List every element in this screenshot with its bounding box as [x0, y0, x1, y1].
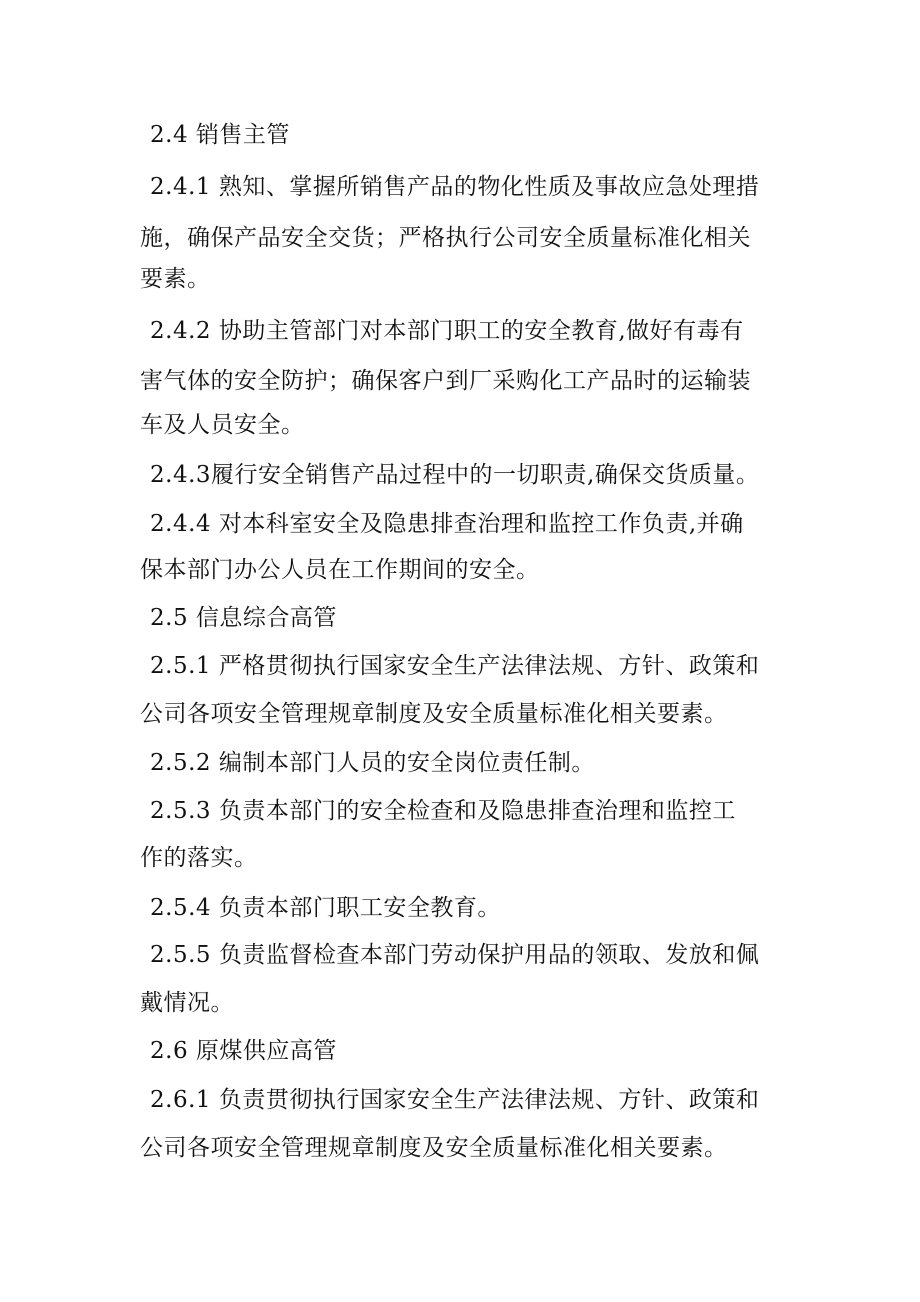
paragraph-2-4-1-line-2: 施，确保产品安全交货；严格执行公司安全质量标准化相关 [140, 225, 751, 251]
paragraph-2-5-3-line-2: 作的落实。 [140, 845, 258, 871]
paragraph-2-6-1-line-1: 2.6.1 负责贯彻执行国家安全生产法律法规、方针、政策和 [150, 1087, 760, 1113]
paragraph-2-4-2-line-3: 车及人员安全。 [140, 412, 305, 438]
paragraph-2-6-1-line-2: 公司各项安全管理规章制度及安全质量标准化相关要素。 [140, 1135, 728, 1161]
paragraph-2-5-5-line-2: 戴情况。 [140, 990, 234, 1016]
paragraph-2-5-1-line-2: 公司各项安全管理规章制度及安全质量标准化相关要素。 [140, 701, 728, 727]
paragraph-2-5-1-line-1: 2.5.1 严格贯彻执行国家安全生产法律法规、方针、政策和 [150, 653, 760, 679]
paragraph-2-4-2-line-1: 2.4.2 协助主管部门对本部门职工的安全教育,做好有毒有 [150, 318, 744, 344]
paragraph-2-5-2: 2.5.2 编制本部门人员的安全岗位责任制。 [150, 750, 595, 776]
paragraph-2-4-4-line-2: 保本部门办公人员在工作期间的安全。 [140, 557, 540, 583]
paragraph-2-5-3-line-1: 2.5.3 负责本部门的安全检查和及隐患排查治理和监控工 [150, 798, 736, 824]
paragraph-2-4-1-line-3: 要素。 [140, 266, 211, 292]
paragraph-2-4-3: 2.4.3履行安全销售产品过程中的一切职责,确保交货质量。 [150, 462, 760, 488]
paragraph-2-5-5-line-1: 2.5.5 负责监督检查本部门劳动保护用品的领取、发放和佩 [150, 942, 760, 968]
paragraph-2-4-4-line-1: 2.4.4 对本科室安全及隐患排查治理和监控工作负责,并确 [150, 511, 744, 537]
paragraph-2-5-4: 2.5.4 负责本部门职工安全教育。 [150, 895, 501, 921]
section-heading-2-5: 2.5 信息综合高管 [150, 605, 337, 631]
paragraph-2-4-2-line-2: 害气体的安全防护；确保客户到厂采购化工产品时的运输装 [140, 368, 751, 394]
section-heading-2-4: 2.4 销售主管 [150, 122, 290, 148]
section-heading-2-6: 2.6 原煤供应高管 [150, 1038, 337, 1064]
paragraph-2-4-1-line-1: 2.4.1 熟知、掌握所销售产品的物化性质及事故应急处理措 [150, 174, 760, 200]
